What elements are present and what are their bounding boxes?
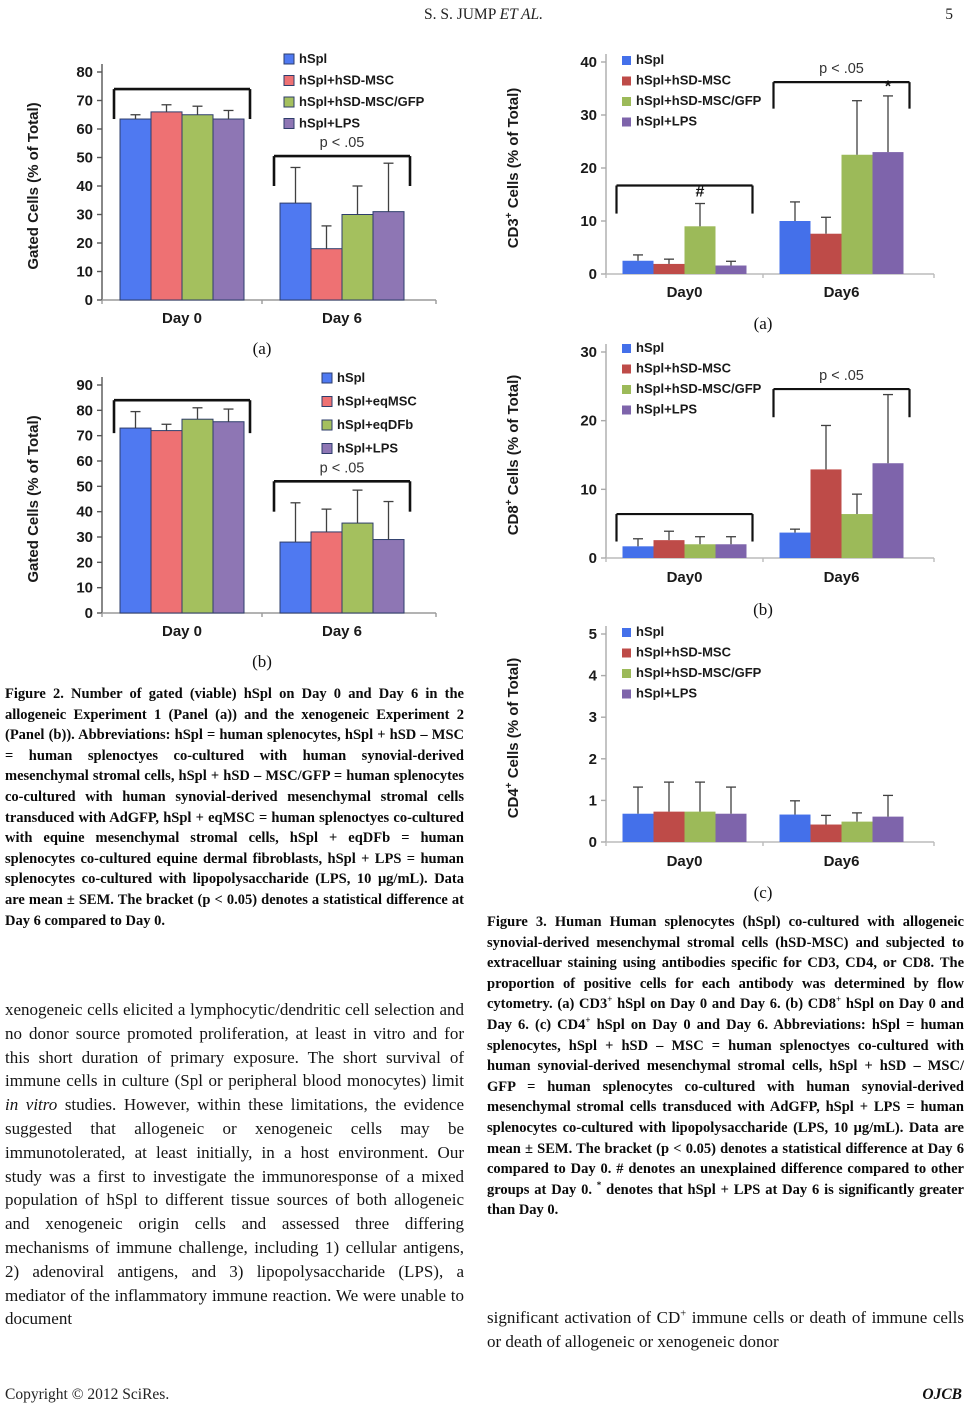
journal-abbreviation: OJCB — [922, 1386, 962, 1403]
y-tick-label: 10 — [580, 481, 597, 499]
fig3b-svg — [492, 334, 964, 624]
bar-hSpl+hSD-MSC-Day 6 — [311, 249, 342, 300]
y-tick-label: 40 — [76, 178, 93, 195]
legend-swatch — [622, 118, 631, 127]
bar-hSpl+hSD-MSC/GFP-Day6 — [842, 514, 873, 558]
y-tick-label: 10 — [76, 579, 93, 597]
y-tick-label: 0 — [588, 834, 597, 851]
legend — [622, 624, 762, 701]
y-tick-label: 0 — [84, 292, 93, 309]
fig2a-svg — [22, 50, 467, 362]
legend-label: hSpl+hSD-MSC/GFP — [636, 93, 762, 108]
copyright-notice: Copyright © 2012 SciRes. — [5, 1386, 170, 1403]
x-category-label: Day6 — [823, 853, 860, 870]
legend — [622, 340, 762, 417]
text-segment: xenogeneic cells elicited a lymphocytic/dendritic cell selection and no donor source promoted proliferation, at least in vitro and for this short duration of primary exposure. The short survival of immune cells in culture (Spl or peripheral blood monocytes) limit — [5, 1000, 464, 1091]
legend-swatch — [284, 76, 294, 86]
y-tick-label: 30 — [580, 107, 597, 124]
legend-label: hSpl+LPS — [636, 685, 698, 701]
legend-swatch — [622, 669, 631, 678]
x-category-label: Day 6 — [321, 310, 363, 327]
bar-hSpl-Day6 — [780, 221, 811, 274]
bar-hSpl+eqDFb-Day 6 — [342, 523, 373, 613]
legend-label: hSpl+eqMSC — [337, 393, 417, 409]
bar-hSpl-Day 0 — [120, 428, 151, 613]
legend-swatch — [622, 97, 631, 106]
bar-hSpl-Day0 — [623, 261, 654, 274]
y-tick-label: 0 — [588, 266, 597, 283]
page-number: 5 — [945, 6, 953, 23]
legend-label: hSpl+hSD-MSC/GFP — [636, 381, 762, 396]
panel-label: (a) — [753, 314, 773, 333]
figure3-panel-b-chart — [492, 334, 964, 624]
bar-hSpl-Day 6 — [280, 542, 311, 613]
legend-swatch — [284, 54, 294, 64]
p-value-label: p < .05 — [819, 61, 864, 78]
legend-label: hSpl — [337, 370, 366, 385]
y-tick-label: 4 — [588, 667, 597, 685]
text-segment: hSpl on Day 0 and Day 6. (c) CD4 — [487, 996, 964, 1033]
text-segment: hSpl on Day 0 and Day 6. (b) CD8 — [612, 996, 836, 1013]
figure3-panel-a-chart — [492, 44, 964, 336]
panel-label: (a) — [252, 339, 272, 358]
p-value-label: p < .05 — [319, 460, 365, 477]
legend-swatch — [622, 385, 631, 394]
text-segment: significant activation of CD — [487, 1308, 681, 1327]
legend-label: hSpl — [299, 51, 328, 66]
x-category-label: Day0 — [666, 853, 703, 870]
y-tick-label: 20 — [76, 235, 93, 252]
figure2-panel-a-chart — [22, 50, 467, 362]
y-tick-label: 3 — [588, 709, 597, 727]
legend-label: hSpl+hSD-MSC — [636, 644, 731, 660]
y-tick-label: 1 — [588, 792, 597, 810]
legend-swatch — [622, 406, 631, 415]
bar-hSpl+LPS-Day0 — [716, 544, 747, 558]
y-tick-label: 20 — [580, 412, 597, 430]
y-tick-label: 30 — [580, 344, 597, 361]
legend-swatch — [622, 344, 631, 353]
text-segment: ET AL. — [499, 6, 544, 23]
bar-hSpl+LPS-Day6 — [873, 817, 904, 842]
y-tick-label: 2 — [588, 750, 597, 768]
y-tick-label: 0 — [588, 550, 597, 567]
legend — [622, 52, 762, 129]
legend-swatch — [284, 119, 294, 129]
figure3-panel-c-chart — [492, 620, 964, 908]
x-category-label: Day 6 — [321, 623, 363, 640]
x-category-label: Day6 — [823, 284, 860, 301]
text-segment: in vitro — [5, 1095, 58, 1115]
legend-label: hSpl+hSD-MSC — [636, 360, 731, 376]
bar-hSpl+hSD-MSC-Day 0 — [151, 112, 182, 300]
x-category-label: Day 0 — [161, 310, 203, 327]
figure2-panel-b-chart — [22, 363, 467, 675]
y-tick-label: 40 — [76, 503, 93, 521]
significance-marker: * — [884, 78, 892, 96]
significance-marker: # — [695, 183, 705, 201]
x-category-label: Day0 — [666, 284, 703, 301]
bar-hSpl+eqDFb-Day 0 — [182, 419, 213, 613]
text-segment: S. S. JUMP — [423, 6, 500, 23]
bar-hSpl+eqMSC-Day 6 — [311, 532, 342, 613]
legend-label: hSpl — [636, 624, 665, 639]
y-tick-label: 80 — [76, 64, 93, 81]
text-segment: studies. However, within these limitations, the evidence suggested that allogeneic or xenogeneic cells may be immunotolerated, at least initially, in a host environment. Our study was a first to investigate the immunoresponse of a mixed population of hSpl to different tissue sources of both allogeneic and xenogeneic origin cells and assessed three differing mechanisms of immune challenge, including 1) cellular antigens, 2) adenoviral antigens, and 3) lipopolysaccharide (LPS), a mediator of the inflammatory immune reaction. We were unable to document — [5, 1095, 465, 1329]
legend-swatch — [622, 56, 631, 65]
bar-hSpl+LPS-Day 0 — [213, 119, 244, 300]
text-segment: Figure 3. Human Human splenocytes (hSpl) co-cultured with allogeneic synovial-derived mesenchymal stromal cells (hSD-MSC) and subjected to extracelluar staining using antibodies specific for CD3, CD4, or CD8. The proportion of positive cells for each antibody was determined by flow cytometry. (a) CD3 — [487, 914, 964, 1013]
text-segment: * — [596, 1179, 602, 1190]
legend-swatch — [322, 397, 332, 407]
bar-hSpl-Day6 — [780, 533, 811, 558]
body-paragraph-right — [487, 1306, 964, 1354]
legend-label: hSpl+LPS — [636, 401, 698, 417]
legend-swatch — [322, 373, 332, 383]
text-segment: + — [585, 1015, 591, 1026]
p-value-label: p < .05 — [319, 135, 365, 152]
y-tick-label: 60 — [76, 121, 93, 138]
bar-hSpl+hSD-MSC/GFP-Day0 — [685, 544, 716, 558]
x-category-label: Day 0 — [161, 623, 203, 640]
y-tick-label: 10 — [76, 263, 93, 281]
bar-hSpl-Day6 — [780, 815, 811, 842]
text-segment: denotes that hSpl + LPS at Day 6 is significantly greater than Day 0. — [487, 1181, 964, 1219]
legend-swatch — [322, 420, 332, 430]
legend-label: hSpl+hSD-MSC — [299, 72, 394, 88]
bar-hSpl+hSD-MSC/GFP-Day 6 — [342, 215, 373, 301]
legend-label: hSpl+hSD-MSC — [636, 72, 731, 88]
figure2-caption: Figure 2. Number of gated (viable) hSpl on Day 0 and Day 6 in the allogeneic Experiment 1 (Panel (a)) and the xenogeneic Experiment 2 (Panel (b)). Abbreviations: hSpl = human splenocytes, hSpl + hSD – MSC = human splenoctyes co-cultured with human synovial-derived mesenchymal stromal cells, hSpl + hSD – MSC/GFP = human splenocytes co-cultured with human synovial-derived mesenchymal stromal cells transduced with AdGFP, hSpl + eqMSC = human splenoctyes co-cultured with equine mesenchymal stromal cells, hSpl + eqDFb = human splenocytes co-cultured equine dermal fibroblasts, hSpl + LPS = human splenocytes co-cultured with lipopolysaccharide (LPS, 10 μg/mL). Data are mean ± SEM. The bracket (p < 0.05) denotes a statistical difference at Day 6 compared to Day 0. — [5, 686, 464, 929]
y-axis-title: Gated Cells (% of Total) — [25, 102, 42, 270]
bar-hSpl-Day0 — [623, 546, 654, 558]
y-tick-label: 70 — [76, 92, 93, 110]
legend-label: hSpl — [636, 340, 665, 355]
y-tick-label: 0 — [84, 605, 93, 622]
legend-swatch — [622, 649, 631, 658]
panel-label: (c) — [753, 883, 773, 902]
bar-hSpl+LPS-Day0 — [716, 266, 747, 274]
bar-hSpl+hSD-MSC/GFP-Day6 — [842, 155, 873, 274]
p-value-label: p < .05 — [819, 368, 864, 385]
bar-hSpl-Day 6 — [280, 203, 311, 300]
legend-label: hSpl+LPS — [636, 113, 698, 129]
text-segment: + — [607, 994, 613, 1005]
legend-label: hSpl+LPS — [337, 440, 399, 456]
body-paragraph-left — [5, 998, 464, 1331]
y-axis-title: CD4+ Cells (% of Total) — [504, 657, 522, 819]
bar-hSpl+hSD-MSC/GFP-Day6 — [842, 822, 873, 842]
y-tick-label: 70 — [76, 427, 93, 445]
y-tick-label: 60 — [76, 453, 93, 470]
legend-label: hSpl+hSD-MSC/GFP — [636, 665, 762, 680]
running-head — [0, 6, 967, 24]
legend-label: hSpl+hSD-MSC/GFP — [299, 94, 425, 109]
legend-swatch — [622, 365, 631, 374]
y-tick-label: 50 — [76, 478, 93, 496]
y-tick-label: 80 — [76, 402, 93, 420]
legend-swatch — [622, 690, 631, 699]
x-category-label: Day6 — [823, 569, 860, 586]
bar-hSpl-Day 0 — [120, 119, 151, 300]
bar-hSpl+hSD-MSC-Day0 — [654, 540, 685, 558]
y-tick-label: 10 — [580, 213, 597, 230]
bar-hSpl+hSD-MSC-Day0 — [654, 264, 685, 274]
legend-label: hSpl+LPS — [299, 115, 361, 131]
bar-hSpl+LPS-Day 6 — [373, 212, 404, 300]
bar-hSpl+hSD-MSC-Day0 — [654, 812, 685, 842]
fig2b-svg — [22, 363, 467, 675]
fig3c-svg — [492, 620, 964, 908]
x-category-label: Day0 — [666, 569, 703, 586]
legend — [322, 370, 417, 456]
bar-hSpl-Day0 — [623, 814, 654, 842]
figure3-caption — [487, 912, 964, 1221]
y-tick-label: 90 — [76, 377, 93, 394]
legend — [284, 51, 425, 131]
bar-hSpl+LPS-Day0 — [716, 814, 747, 842]
y-axis-title: Gated Cells (% of Total) — [25, 415, 42, 583]
y-tick-label: 20 — [76, 554, 93, 572]
y-tick-label: 40 — [580, 54, 597, 71]
y-tick-label: 30 — [76, 529, 93, 546]
bar-hSpl+hSD-MSC/GFP-Day0 — [685, 226, 716, 274]
legend-swatch — [322, 444, 332, 454]
y-axis-title: CD3+ Cells (% of Total) — [504, 87, 522, 249]
legend-swatch — [622, 77, 631, 86]
y-tick-label: 5 — [588, 626, 597, 643]
panel-label: (b) — [252, 652, 272, 671]
bar-hSpl+hSD-MSC/GFP-Day 0 — [182, 115, 213, 300]
bar-hSpl+LPS-Day 0 — [213, 422, 244, 613]
legend-swatch — [284, 97, 294, 107]
legend-swatch — [622, 628, 631, 637]
text-segment: + — [835, 994, 842, 1005]
legend-label: hSpl+eqDFb — [337, 417, 414, 432]
fig3a-svg — [492, 44, 964, 336]
bar-hSpl+LPS-Day6 — [873, 463, 904, 558]
bar-hSpl+hSD-MSC-Day6 — [811, 234, 842, 274]
bar-hSpl+hSD-MSC/GFP-Day0 — [685, 812, 716, 842]
legend-label: hSpl — [636, 52, 665, 67]
panel-label: (b) — [753, 600, 773, 619]
text-segment: + — [680, 1308, 687, 1320]
y-tick-label: 20 — [580, 160, 597, 177]
bar-hSpl+hSD-MSC-Day6 — [811, 825, 842, 842]
text-segment: hSpl on Day 0 and Day 6. Abbreviations: hSpl = human splenocytes, hSpl + hSD – MSC = human splenoctyes co-cultured with human synovial-derived mesenchymal stromal cells, hSpl + hSD – MSC/ GFP = human splenocytes co-cultured with human synovial-derived mesenchymal stromal cells transduced with AdGFP, hSpl + LPS = human splenocytes co-cultured with lipopolysaccharide (LPS, 10 μg/mL). Data are mean ± SEM. The bracket (p < 0.05) denotes a statistical difference at Day 6 compared to Day 0. # denotes an unexplained difference compared to other groups at Day 0. — [487, 1016, 964, 1198]
y-tick-label: 30 — [76, 206, 93, 224]
y-axis-title: CD8+ Cells (% of Total) — [504, 374, 522, 536]
text-segment: immune cells or death of immune cells or death of allogeneic or xenogeneic donor — [487, 1308, 964, 1351]
bar-hSpl+eqMSC-Day 0 — [151, 431, 182, 613]
y-tick-label: 50 — [76, 149, 93, 167]
bar-hSpl+hSD-MSC-Day6 — [811, 469, 842, 558]
bar-hSpl+LPS-Day 6 — [373, 540, 404, 613]
bar-hSpl+LPS-Day6 — [873, 152, 904, 274]
